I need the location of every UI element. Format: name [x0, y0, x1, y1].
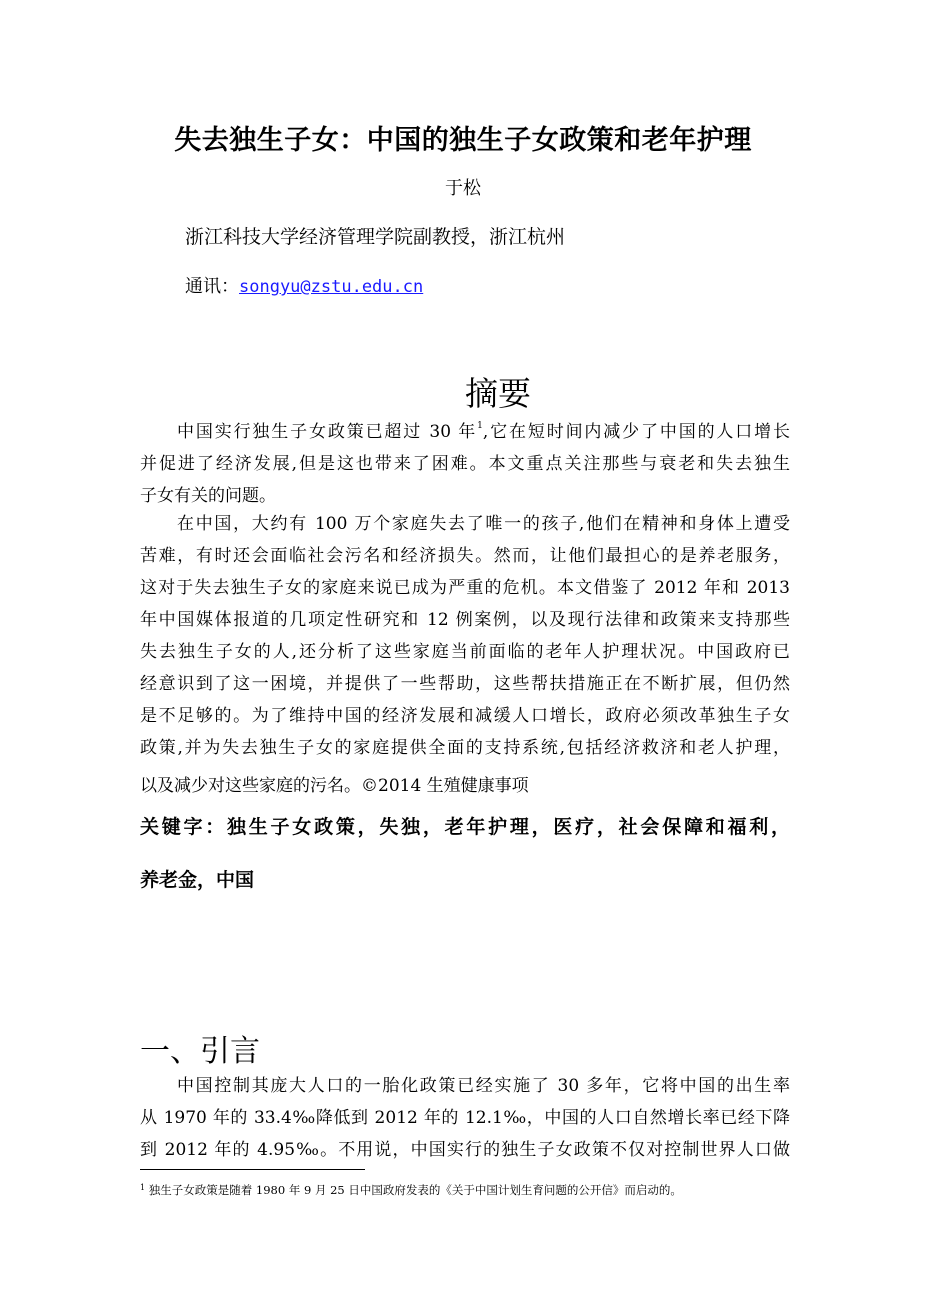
text-line: 失去独生子女的人,还分析了这些家庭当前面临的老年人护理状况。中国政府已 [140, 642, 790, 662]
footnote-text: 独生子女政策是随着 1980 年 9 月 25 日中国政府发表的《关于中国计划生育问题的公开信》而启动的。 [145, 1183, 682, 1197]
text-line: 中国控制其庞大人口的一胎化政策已经实施了 30 多年，它将中国的出生率 [177, 1076, 790, 1096]
footnote-divider [140, 1169, 365, 1170]
author-affiliation: 浙江科技大学经济管理学院副教授，浙江杭州 [185, 226, 566, 248]
paper-title: 失去独生子女：中国的独生子女政策和老年护理 [174, 125, 752, 156]
text-line: 是不足够的。为了维持中国的经济发展和减缓人口增长，政府必须改革独生子女 [140, 706, 790, 726]
keywords-line: 关键字：独生子女政策，失独，老年护理，医疗，社会保障和福利， [140, 816, 790, 838]
text-line: 子女有关的问题。 [140, 486, 276, 506]
text-line: 经意识到了这一困境，并提供了一些帮助，这些帮扶措施正在不断扩展，但仍然 [140, 674, 790, 694]
contact-label: 通讯： [185, 276, 239, 297]
intro-paragraph [140, 1070, 790, 1166]
footnote-number: 1 [140, 1183, 146, 1192]
contact-email-link[interactable]: songyu@zstu.edu.cn [239, 277, 424, 297]
footnote-ref[interactable]: 1 [477, 421, 483, 431]
text-line: 年中国媒体报道的几项定性研究和 12 例案例，以及现行法律和政策来支持那些 [140, 610, 790, 630]
text-line: 到 2012 年的 4.95‰。不用说，中国实行的独生子女政策不仅对控制世界人口做 [140, 1140, 790, 1160]
author-name: 于松 [445, 178, 481, 199]
text-line: 并促进了经济发展,但是这也带来了困难。本文重点关注那些与衰老和失去独生 [140, 454, 790, 474]
text-line: 在中国，大约有 100 万个家庭失去了唯一的孩子,他们在精神和身体上遭受 [177, 514, 790, 534]
text-line: 这对于失去独生子女的家庭来说已成为严重的危机。本文借鉴了 2012 年和 2013 [140, 578, 790, 598]
footnote [140, 1182, 682, 1198]
text-line: 政策,并为失去独生子女的家庭提供全面的支持系统,包括经济救济和老人护理， [140, 738, 790, 758]
abstract-paragraph-1 [140, 416, 790, 512]
text-line: 从 1970 年的 33.4‰降低到 2012 年的 12.1‰，中国的人口自然增长率已经下降 [140, 1108, 790, 1128]
section-heading: 一、引言 [140, 1034, 260, 1069]
text-line: 苦难，有时还会面临社会污名和经济损失。然而，让他们最担心的是养老服务， [140, 546, 790, 566]
text-line: 以及减少对这些家庭的污名。©2014 生殖健康事项 [140, 776, 529, 796]
abstract-heading: 摘要 [465, 374, 531, 413]
abstract-paragraph-2 [140, 508, 790, 802]
keywords [140, 803, 790, 904]
contact-line [185, 272, 423, 298]
text-line: 中国实行独生子女政策已超过 30 年$^1$,它在短时间内减少了中国的人口增长 [177, 421, 790, 442]
keywords-line: 养老金，中国 [140, 869, 255, 891]
